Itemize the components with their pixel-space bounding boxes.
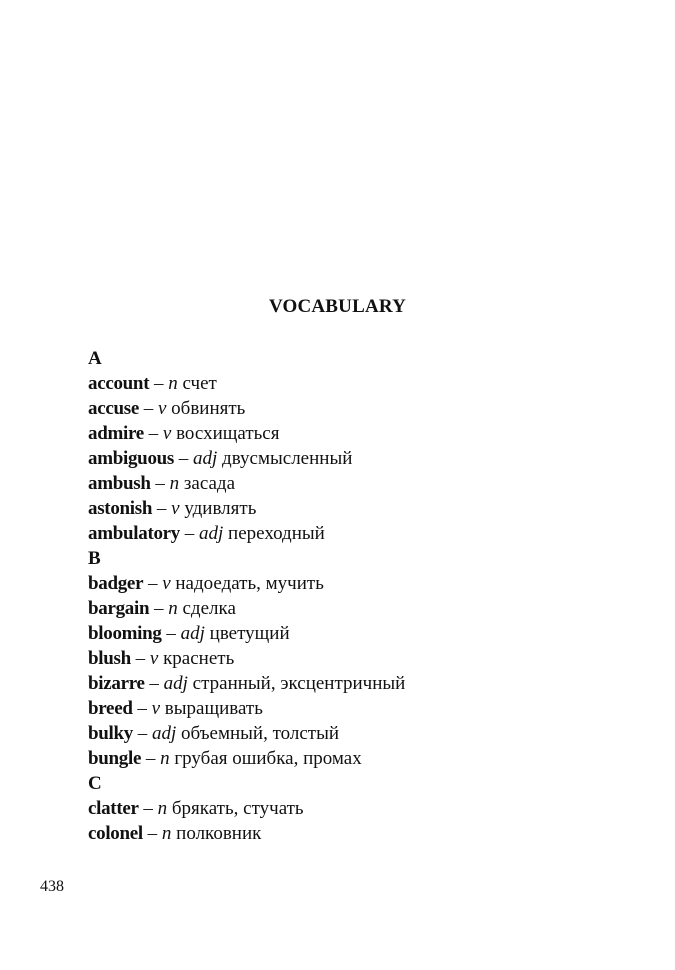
vocab-entry — [88, 796, 648, 821]
entry-separator: – — [150, 473, 170, 494]
entry-word: breed — [88, 698, 133, 719]
entry-word: bargain — [88, 598, 150, 619]
vocab-entry — [88, 621, 648, 646]
entry-part-of-speech: n — [160, 748, 170, 769]
entry-word: badger — [88, 573, 144, 594]
vocab-entry — [88, 646, 648, 671]
entry-translation: надоедать, мучить — [175, 573, 324, 594]
entry-translation: краснеть — [163, 648, 235, 669]
vocab-entry — [88, 571, 648, 596]
entry-part-of-speech: adj — [151, 723, 177, 744]
entry-translation: выращивать — [164, 698, 263, 719]
entry-translation: восхищаться — [176, 423, 280, 444]
entry-part-of-speech: v — [171, 498, 180, 519]
entry-translation: брякать, стучать — [171, 798, 304, 819]
vocab-entry — [88, 721, 648, 746]
entry-part-of-speech: adj — [193, 448, 218, 469]
entry-translation: переходный — [228, 523, 325, 544]
entry-separator: – — [143, 423, 163, 444]
entry-part-of-speech: adj — [199, 523, 224, 544]
entry-word: bizarre — [88, 673, 145, 694]
vocab-entry — [88, 746, 648, 771]
entry-part-of-speech: v — [162, 573, 171, 594]
entry-word: ambiguous — [88, 448, 175, 469]
vocab-entry — [88, 421, 648, 446]
entry-part-of-speech: n — [169, 473, 180, 494]
vocab-entry — [88, 521, 648, 546]
entry-translation: цветущий — [209, 623, 290, 644]
entry-translation: засада — [183, 473, 236, 494]
entry-part-of-speech: v — [162, 423, 172, 444]
vocab-entry — [88, 371, 648, 396]
vocab-entry — [88, 696, 648, 721]
entry-translation: обвинять — [171, 398, 246, 419]
entry-separator: – — [143, 573, 163, 594]
entry-translation: сделка — [182, 598, 236, 619]
entry-separator: – — [141, 748, 161, 769]
entry-translation: удивлять — [184, 498, 257, 519]
entry-separator: – — [142, 823, 162, 844]
entry-part-of-speech: v — [151, 698, 161, 719]
entry-translation: полковник — [176, 823, 262, 844]
entry-separator: – — [149, 373, 169, 394]
entry-word: bungle — [88, 748, 142, 769]
entry-word: colonel — [88, 823, 143, 844]
vocabulary-list — [88, 346, 648, 846]
entry-separator: – — [132, 723, 152, 744]
entry-separator: – — [180, 523, 200, 544]
vocab-entry — [88, 821, 648, 846]
entry-translation: счет — [182, 373, 217, 394]
entry-word: clatter — [88, 798, 139, 819]
entry-translation: странный, эксцентричный — [192, 673, 406, 694]
vocab-entry — [88, 496, 648, 521]
entry-part-of-speech: adj — [163, 673, 188, 694]
section-letter-a: A — [88, 348, 102, 369]
entry-part-of-speech: adj — [180, 623, 205, 644]
entry-part-of-speech: n — [168, 373, 178, 394]
entry-separator: – — [144, 673, 164, 694]
entry-separator: – — [130, 648, 150, 669]
entry-word: bulky — [88, 723, 133, 744]
entry-part-of-speech: v — [157, 398, 167, 419]
section-letter-b: B — [88, 548, 101, 569]
entry-separator: – — [174, 448, 194, 469]
entry-translation: грубая ошибка, промах — [174, 748, 362, 769]
entry-part-of-speech: n — [161, 823, 172, 844]
entry-word: ambush — [88, 473, 151, 494]
entry-separator: – — [132, 698, 152, 719]
entry-translation: двусмысленный — [222, 448, 353, 469]
entry-word: accuse — [88, 398, 139, 419]
entry-separator: – — [138, 398, 158, 419]
entry-part-of-speech: n — [157, 798, 168, 819]
page-title: VOCABULARY — [268, 296, 407, 317]
entry-part-of-speech: n — [168, 598, 178, 619]
vocab-entry — [88, 471, 648, 496]
vocab-entry — [88, 671, 648, 696]
entry-word: admire — [88, 423, 144, 444]
vocab-entry — [88, 396, 648, 421]
entry-word: blush — [88, 648, 131, 669]
entry-word: ambulatory — [88, 523, 181, 544]
page-number: 438 — [40, 878, 64, 895]
entry-translation: объемный, толстый — [181, 723, 340, 744]
entry-separator: – — [161, 623, 181, 644]
entry-word: account — [88, 373, 150, 394]
entry-separator: – — [138, 798, 158, 819]
entry-word: blooming — [88, 623, 162, 644]
entry-separator: – — [152, 498, 172, 519]
vocab-entry — [88, 446, 648, 471]
section-letter-c: C — [88, 773, 102, 794]
entry-part-of-speech: v — [149, 648, 159, 669]
vocab-entry — [88, 596, 648, 621]
entry-separator: – — [149, 598, 169, 619]
entry-word: astonish — [88, 498, 153, 519]
